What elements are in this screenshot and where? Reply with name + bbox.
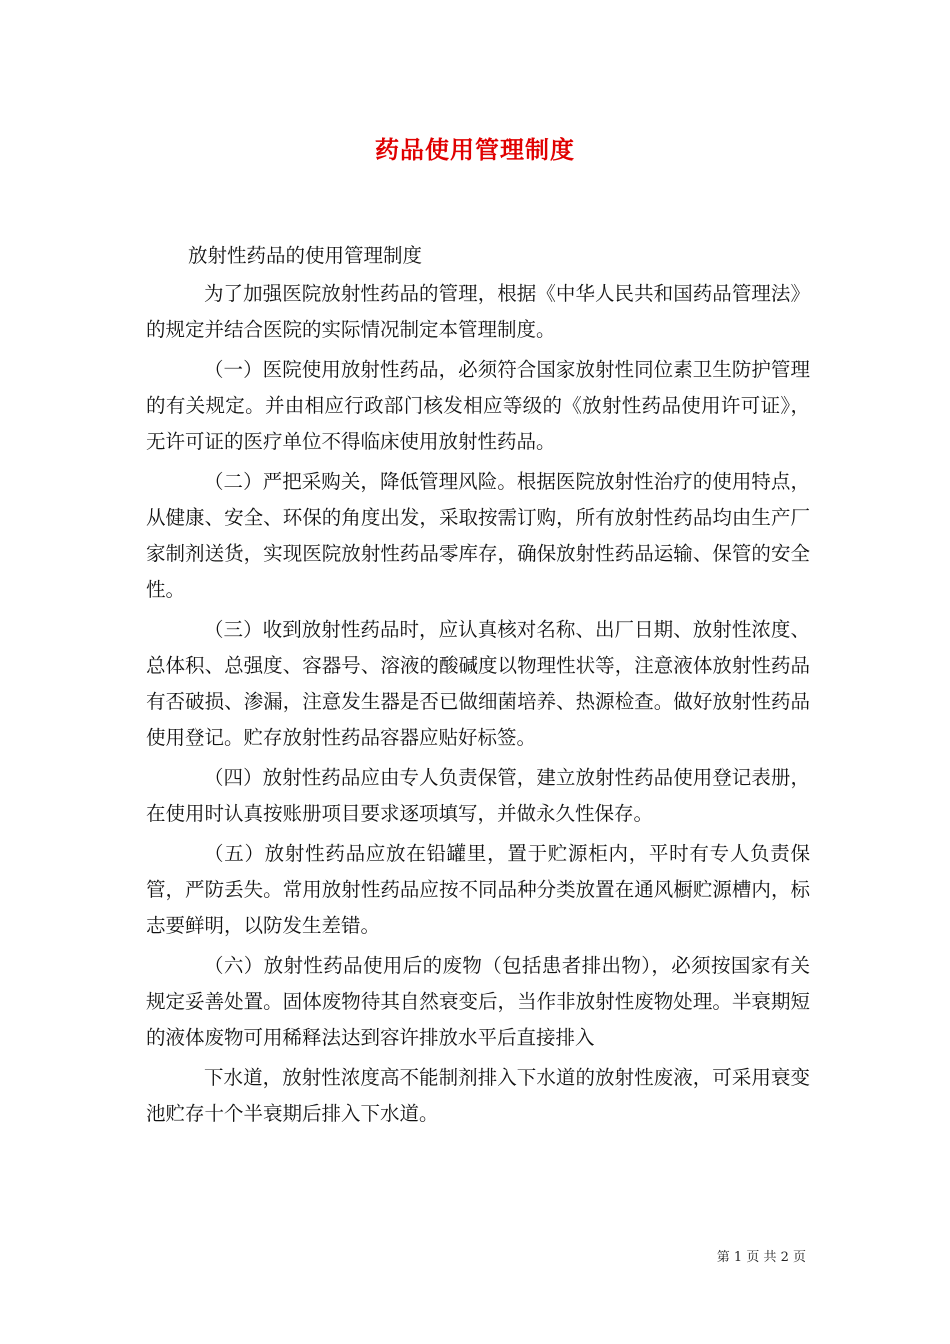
paragraph-6: （六）放射性药品使用后的废物（包括患者排出物），必须按国家有关规定妥善处置。固体废物待其自然衰变后，当作非放射性废物处理。半衰期短的液体废物可用稀释法达到容许排放水平后直接排入 [146, 954, 810, 1049]
section-heading: 放射性药品的使用管理制度 [188, 244, 423, 267]
paragraph-1: （一）医院使用放射性药品，必须符合国家放射性同位素卫生防护管理的有关规定。并由相应行政部门核发相应等级的《放射性药品使用许可证》，无许可证的医疗单位不得临床使用放射性药品。 [146, 358, 810, 453]
document-title: 药品使用管理制度 [375, 135, 575, 164]
page-number: 第 1 页 共 2 页 [716, 1250, 806, 1265]
document-body [146, 238, 810, 1134]
paragraph-7: 下水道，放射性浓度高不能制剂排入下水道的放射性废液，可采用衰变池贮存十个半衰期后排入下水道。 [146, 1066, 810, 1125]
paragraph-2: （二）严把采购关，降低管理风险。根据医院放射性治疗的使用特点，从健康、安全、环保的角度出发，采取按需订购，所有放射性药品均由生产厂家制剂送货，实现医院放射性药品零库存，确保放射性药品运输、保管的安全性。 [146, 470, 810, 601]
paragraph-5: （五）放射性药品应放在铅罐里，置于贮源柜内，平时有专人负责保管，严防丢失。常用放射性药品应按不同品种分类放置在通风橱贮源槽内，标志要鲜明，以防发生差错。 [146, 842, 810, 937]
paragraph-3: （三）收到放射性药品时，应认真核对名称、出厂日期、放射性浓度、总体积、总强度、容器号、溶液的酸碱度以物理性状等，注意液体放射性药品有否破损、渗漏，注意发生器是否已做细菌培养、热源检查。做好放射性药品使用登记。贮存放射性药品容器应贴好标签。 [146, 618, 810, 749]
paragraph-4: （四）放射性药品应由专人负责保管，建立放射性药品使用登记表册，在使用时认真按账册项目要求逐项填写，并做永久性保存。 [146, 766, 810, 825]
paragraph-intro: 为了加强医院放射性药品的管理，根据《中华人民共和国药品管理法》的规定并结合医院的实际情况制定本管理制度。 [146, 282, 810, 341]
